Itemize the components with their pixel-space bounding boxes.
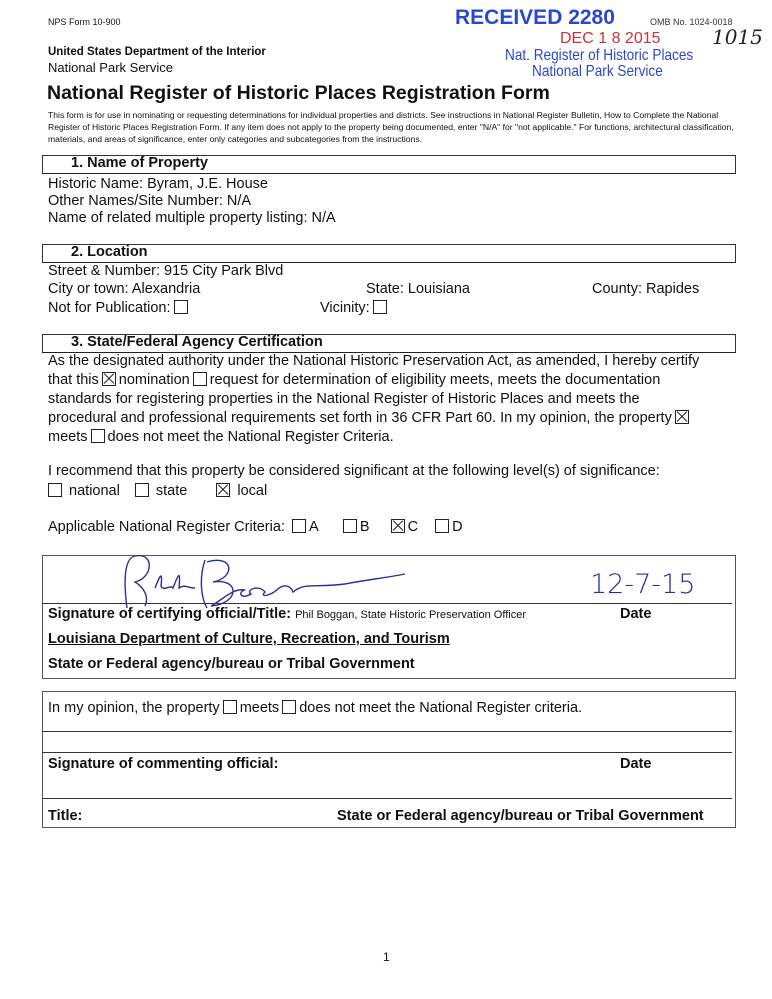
section-1-header [42, 155, 736, 174]
criteria-c-checkbox[interactable] [391, 519, 405, 533]
criteria-d-checkbox[interactable] [435, 519, 449, 533]
nomination-checkbox[interactable] [102, 372, 116, 386]
vicinity-checkbox[interactable] [373, 300, 387, 314]
meets-checkbox[interactable] [675, 410, 689, 424]
omb-number: OMB No. 1024-0018 [650, 17, 733, 27]
section-heading: 1. Name of Property [71, 155, 208, 171]
text: nomination [118, 372, 190, 388]
criteria-a-checkbox[interactable] [292, 519, 306, 533]
state-checkbox[interactable] [135, 483, 149, 497]
certifying-department: Louisiana Department of Culture, Recreation, and Tourism [48, 631, 450, 647]
text: that this [48, 372, 99, 388]
national-checkbox[interactable] [48, 483, 62, 497]
section-heading: 3. State/Federal Agency Certification [71, 334, 323, 350]
label: Signature of certifying official/Title: [48, 606, 292, 622]
request-checkbox[interactable] [193, 372, 207, 386]
date-label: Date [620, 606, 652, 622]
criteria-label: C [407, 519, 419, 535]
local-checkbox[interactable] [216, 483, 230, 497]
street: Street & Number: 915 City Park Blvd [48, 263, 284, 279]
department-name: United States Department of the Interior [48, 46, 266, 58]
text: meets [48, 429, 88, 445]
comment-date-label: Date [620, 756, 652, 772]
agency-label: State or Federal agency/bureau or Tribal Government [48, 656, 415, 672]
handwritten-number: 1015 [712, 25, 763, 49]
level-label: state [155, 483, 188, 499]
section-3-header [42, 334, 736, 353]
date-stamp: DEC 1 8 2015 [560, 30, 661, 47]
other-names: Other Names/Site Number: N/A [48, 193, 252, 209]
instructions: This form is for use in nominating or requesting determinations for individual properties and districts. See instructions in National Register Bulletin, How to Complete the National Register of Historic Places Registration Form. If any item does not apply to the property being documented, enter "N/A" for "not applicable." For functions, architectural classification, materials, and areas of significance, enter only categories and subcategories from the instructions. [48, 110, 734, 144]
county: County: Rapides [592, 281, 700, 297]
certification-line-1: As the designated authority under the National Historic Preservation Act, as amended, I hereby certify [48, 353, 700, 369]
divider [42, 798, 732, 799]
section-heading: 2. Location [71, 244, 148, 260]
criteria-label: D [452, 519, 463, 535]
agency-name: National Park Service [48, 60, 173, 75]
comment-meets-checkbox[interactable] [223, 700, 237, 714]
criteria-label: A [308, 519, 318, 535]
city: City or town: Alexandria [48, 281, 201, 297]
register-stamp-line2: National Park Service [532, 63, 663, 80]
criteria-label: Applicable National Register Criteria: [48, 519, 285, 535]
criteria-b-checkbox[interactable] [343, 519, 357, 533]
divider [42, 752, 732, 753]
criteria-label: B [359, 519, 370, 535]
recommend-text: I recommend that this property be considered significant at the following level(s) of significance: [48, 463, 660, 479]
text: procedural and professional requirements set forth in 36 CFR Part 60. In my opinion, the property [48, 410, 672, 426]
comment-agency-label: State or Federal agency/bureau or Tribal Government [337, 808, 704, 824]
page-title: National Register of Historic Places Registration Form [47, 82, 550, 104]
title-label: Title: [48, 808, 83, 824]
vicinity-label: Vicinity: [320, 300, 370, 316]
section-2-header [42, 244, 736, 263]
not-for-publication-label: Not for Publication: [48, 300, 171, 316]
state: State: Louisiana [366, 281, 470, 297]
received-stamp: RECEIVED 2280 [455, 6, 615, 29]
level-label: national [69, 483, 120, 499]
text: does not meet the National Register criteria. [299, 700, 583, 716]
commenting-signature-label: Signature of commenting official: [48, 756, 279, 772]
does-not-meet-checkbox[interactable] [91, 429, 105, 443]
text: meets [239, 700, 280, 716]
not-for-publication-checkbox[interactable] [174, 300, 188, 314]
handwritten-date: 12-7-15 [590, 569, 696, 600]
form-number: NPS Form 10-900 [48, 17, 121, 27]
level-label: local [237, 483, 268, 499]
historic-name: Historic Name: Byram, J.E. House [48, 176, 268, 192]
register-stamp-line1: Nat. Register of Historic Places [505, 47, 694, 64]
signer-name: Phil Boggan, State Historic Preservation Officer [295, 609, 526, 621]
page-number: 1 [383, 950, 390, 964]
certifying-signature-label [48, 606, 526, 622]
text: request for determination of eligibility meets, meets the documentation [209, 372, 661, 388]
comment-does-not-meet-checkbox[interactable] [282, 700, 296, 714]
certification-line-3: standards for registering properties in the National Register of Historic Places and meets the [48, 391, 640, 407]
multiple-listing: Name of related multiple property listing: N/A [48, 210, 336, 226]
divider [42, 731, 732, 732]
text: does not meet the National Register Criteria. [107, 429, 394, 445]
text: In my opinion, the property [48, 700, 220, 716]
